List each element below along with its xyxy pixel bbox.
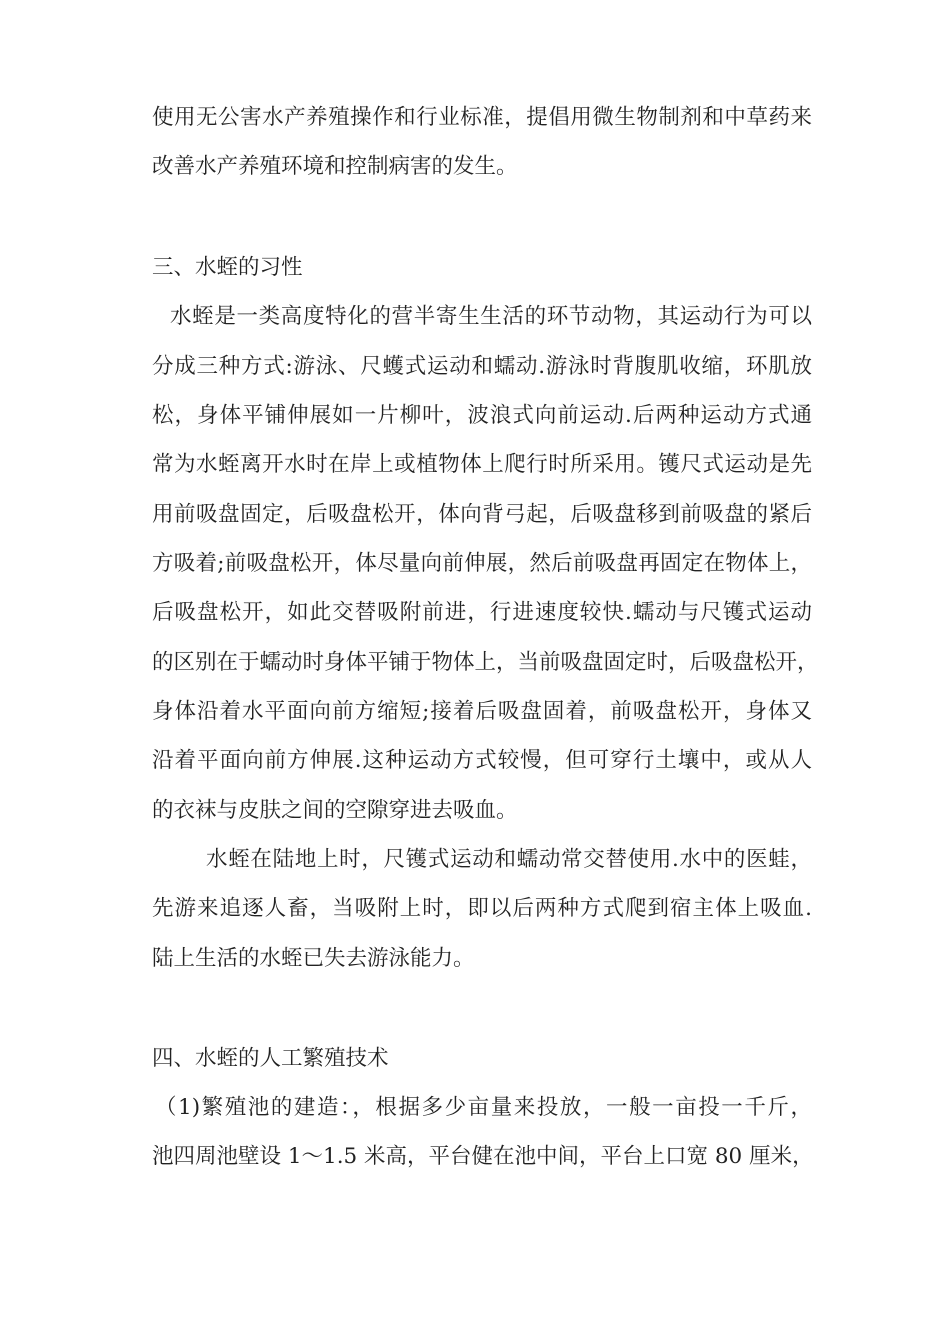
paragraph-line: 陆上生活的水蛭已失去游泳能力。	[152, 946, 475, 971]
paragraph-line: 水蛭在陆地上时，尺镬式运动和蠕动常交替使用.水中的医蛙，	[206, 847, 812, 872]
paragraph-line: 先游来追逐人畜，当吸附上时，即以后两种方式爬到宿主体上吸血.	[152, 896, 812, 921]
paragraph-line: 沿着平面向前方伸展.这种运动方式较慢，但可穿行土壤中，或从人	[152, 748, 812, 773]
section-heading: 四、水蛭的人工繁殖技术	[152, 1046, 389, 1071]
paragraph-line: 水蛭是一类高度特化的营半寄生生活的环节动物，其运动行为可以	[170, 304, 812, 329]
paragraph-line: 身体沿着水平面向前方缩短;接着后吸盘固着，前吸盘松开，身体又	[152, 699, 812, 724]
paragraph-line: 松，身体平铺伸展如一片柳叶，波浪式向前运动.后两种运动方式通	[152, 403, 812, 428]
section-heading: 三、水蛭的习性	[152, 255, 303, 280]
paragraph-line: （1)繁殖池的建造：，根据多少亩量来投放，一般一亩投一千斤，	[155, 1095, 812, 1120]
paragraph-line: 池四周池壁设 1～1.5 米高，平台健在池中间，平台上口宽 80 厘米，	[152, 1144, 814, 1169]
paragraph-line: 用前吸盘固定，后吸盘松开，体向背弓起，后吸盘移到前吸盘的紧后	[152, 502, 812, 527]
paragraph-line: 的区别在于蠕动时身体平铺于物体上，当前吸盘固定时，后吸盘松开，	[152, 650, 819, 675]
paragraph-line: 后吸盘松开，如此交替吸附前进，行进速度较快.蠕动与尺镬式运动	[152, 600, 812, 625]
paragraph-line: 使用无公害水产养殖操作和行业标准，提倡用微生物制剂和中草药来	[152, 105, 812, 130]
paragraph-line: 的衣袜与皮肤之间的空隙穿进去吸血。	[152, 798, 518, 823]
paragraph-line: 常为水蛭离开水时在岸上或植物体上爬行时所采用。镬尺式运动是先	[152, 452, 812, 477]
paragraph-line: 方吸着;前吸盘松开，体尽量向前伸展，然后前吸盘再固定在物体上，	[152, 551, 812, 576]
paragraph-line: 分成三种方式:游泳、尺蠖式运动和蠕动.游泳时背腹肌收缩，环肌放	[152, 354, 812, 379]
paragraph-line: 改善水产养殖环境和控制病害的发生。	[152, 154, 518, 179]
